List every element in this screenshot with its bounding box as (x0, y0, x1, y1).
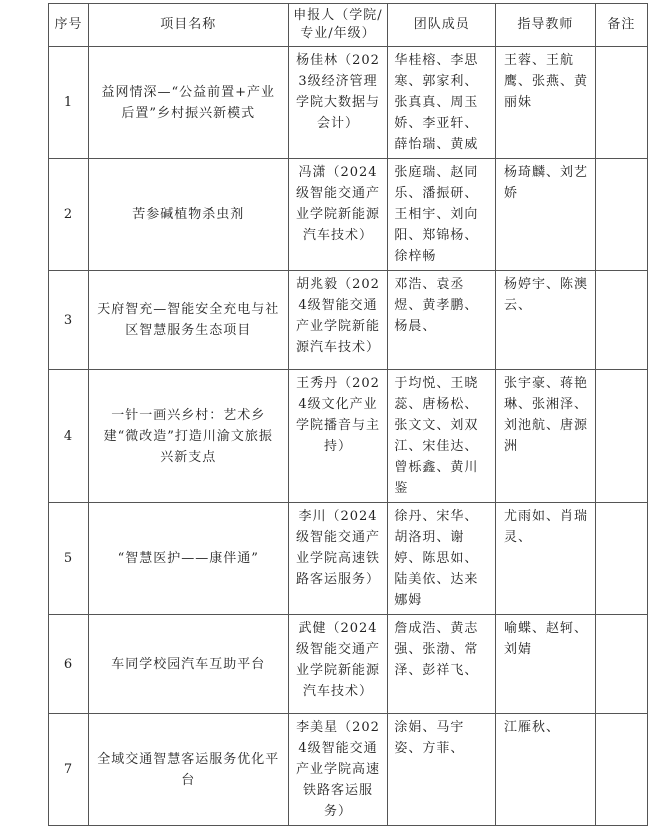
table-row (49, 714, 648, 826)
table-row (49, 159, 648, 271)
applicant: 冯潇（2024级智能交通产业学院新能源汽车技术） (288, 159, 388, 271)
advisor: 王蓉、王航鹰、张燕、黄丽妹 (496, 47, 596, 159)
table-row (49, 271, 648, 370)
team-members: 涂娟、马宇姿、方菲、 (388, 714, 496, 826)
project-name: 益网情深—“公益前置+产业后置”乡村振兴新模式 (88, 47, 288, 159)
applicant: 李美星（2024级智能交通产业学院高速铁路客运服务） (288, 714, 388, 826)
remark (595, 714, 647, 826)
header-no: 序号 (49, 4, 89, 47)
table-row (49, 370, 648, 503)
table-row (49, 503, 648, 615)
project-name: 一针一画兴乡村：艺术乡建“微改造”打造川渝文旅振兴新支点 (88, 370, 288, 503)
advisor: 喻蝶、赵轲、刘婧 (496, 615, 596, 714)
project-table (48, 3, 648, 826)
project-name: 全域交通智慧客运服务优化平台 (88, 714, 288, 826)
row-number: 5 (49, 503, 89, 615)
header-applicant: 申报人（学院/专业/年级） (288, 4, 388, 47)
row-number: 4 (49, 370, 89, 503)
team-members: 张庭瑞、赵同乐、潘振研、王相宇、刘向阳、郑锦杨、徐梓畅 (388, 159, 496, 271)
row-number: 6 (49, 615, 89, 714)
project-name: 苦参碱植物杀虫剂 (88, 159, 288, 271)
header-remark: 备注 (595, 4, 647, 47)
remark (595, 159, 647, 271)
row-number: 1 (49, 47, 89, 159)
project-name: 车同学校园汽车互助平台 (88, 615, 288, 714)
applicant: 杨佳林（2023级经济管理学院大数据与会计） (288, 47, 388, 159)
remark (595, 370, 647, 503)
team-members: 徐丹、宋华、胡洛玥、谢婷、陈思如、陆美依、达来娜姆 (388, 503, 496, 615)
remark (595, 271, 647, 370)
advisor: 张宇豪、蒋艳琳、张湘泽、刘池航、唐源洲 (496, 370, 596, 503)
applicant: 武健（2024级智能交通产业学院新能源汽车技术） (288, 615, 388, 714)
row-number: 7 (49, 714, 89, 826)
applicant: 王秀丹（2024级文化产业学院播音与主持） (288, 370, 388, 503)
table-row (49, 47, 648, 159)
row-number: 2 (49, 159, 89, 271)
team-members: 于均悦、王晓蕊、唐杨松、张文文、刘双江、宋佳达、曾栎鑫、黄川鉴 (388, 370, 496, 503)
row-number: 3 (49, 271, 89, 370)
project-name: “智慧医护——康伴通” (88, 503, 288, 615)
table-header-row (49, 4, 648, 47)
header-project-name: 项目名称 (88, 4, 288, 47)
remark (595, 47, 647, 159)
remark (595, 503, 647, 615)
header-team-members: 团队成员 (388, 4, 496, 47)
header-advisor: 指导教师 (496, 4, 596, 47)
team-members: 华桂榕、李思寒、郭家利、张真真、周玉娇、李亚轩、薛怡瑞、黄威 (388, 47, 496, 159)
project-name: 天府智充—智能安全充电与社区智慧服务生态项目 (88, 271, 288, 370)
advisor: 杨婷宇、陈澳云、 (496, 271, 596, 370)
remark (595, 615, 647, 714)
advisor: 尤雨如、肖瑞灵、 (496, 503, 596, 615)
team-members: 詹成浩、黄志强、张渤、常泽、彭祥飞、 (388, 615, 496, 714)
applicant: 胡兆毅（2024级智能交通产业学院新能源汽车技术） (288, 271, 388, 370)
applicant: 李川（2024级智能交通产业学院高速铁路客运服务） (288, 503, 388, 615)
team-members: 邓浩、袁丞煜、黄孝鹏、杨晨、 (388, 271, 496, 370)
advisor: 江雁秋、 (496, 714, 596, 826)
table-row (49, 615, 648, 714)
advisor: 杨琦麟、刘艺娇 (496, 159, 596, 271)
